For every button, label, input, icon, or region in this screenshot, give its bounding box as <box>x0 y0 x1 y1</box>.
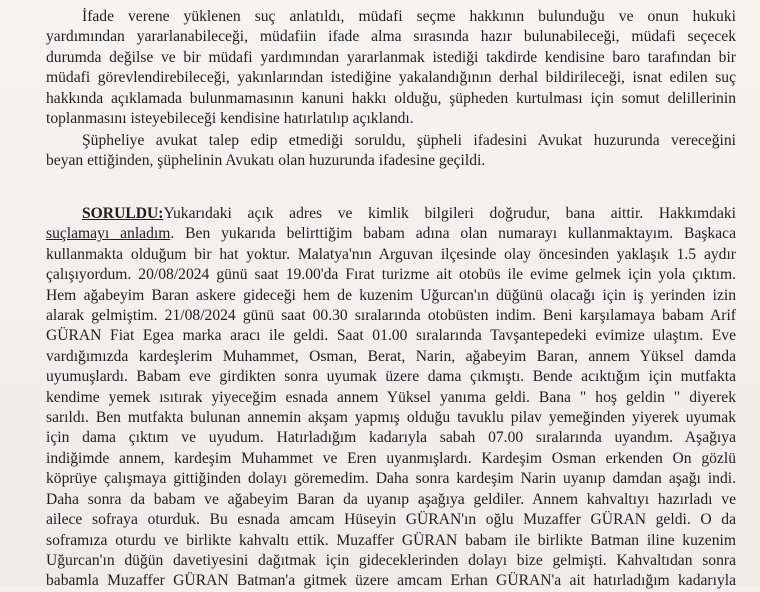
text-line: babamla Muzaffer GÜRAN Batman'a gitmek üzere amcam Erhan GÜRAN'a ait hatırladığım kadarıyla <box>46 572 736 590</box>
statement-text: . Ben yukarıda belirttiğim babam adına olan numarayı kullanmaktayım. Başkaca <box>170 225 736 243</box>
statement-label: SORULDU: <box>82 205 164 222</box>
text-line: Uğurcan'ın düğün davetiyesini dağıtmak için gideceklerinden dolayı bize gelmişti. Kahvaltıdan sonra <box>46 551 736 569</box>
text-line: İfade verene yüklenen suç anlatıldı, müdafi seçme hakkının bulunduğu ve onun hukuki <box>82 8 736 25</box>
text-line: beyan ettiğinden, şüphelinin Avukatı olan huzurunda ifadesine geçildi. <box>46 152 486 170</box>
statement-paragraph <box>46 204 736 592</box>
text-line: Daha sonra da babam ve ağabeyim Baran da uyanıp aşağıya geldiler. Annem kahvaltıyı hazırladı ve <box>46 490 736 508</box>
text-line: kullanmakta olduğum bir hat yoktur. Malatya'nın Arguvan ilçesinde olay öncesinden yaklaşık 1.5 aydır <box>46 245 736 263</box>
underlined-phrase: suçlamayı anladım <box>46 225 171 243</box>
text-line: köprüye çalışmaya gittiğinden dolayı göremedim. Daha sonra kardeşim Narin uyanıp damdan aşağı indi. <box>46 470 736 488</box>
text-line <box>46 204 736 224</box>
text-line: toplanmasını isteyebileceği kendisine hatırlatılıp açıklandı. <box>46 110 414 128</box>
text-line: vardığımızda kardeşlerim Muhammet, Osman, Berat, Narin, ağabeyim Baran, annem Yüksel damda <box>46 347 736 365</box>
text-line: çalışıyordum. 20/08/2024 günü saat 19.00'da Fırat turizme ait otobüs ile evime gelmek için yola çıktım. <box>46 266 736 284</box>
text-line: Şüpheliye avukat talep edip etmediği soruldu, şüpheli ifadesini Avukat huzurunda vereceğini <box>82 132 736 149</box>
text-line: ailece sofraya oturduk. Bu esnada amcam Hüseyin GÜRAN'ın oğlu Muzaffer GÜRAN geldi. O da <box>46 511 736 529</box>
text-line: hakkında açıklamada bulunmamasının kanuni hakkı olduğu, şüpheden kurtulması için somut delillerinin <box>46 89 736 107</box>
text-line: kendime yemek ısıtırak yiyeceğim esnada annem Yüksel yanıma geldi. Bana " hoş geldin " diyerek <box>46 388 736 406</box>
statement-text: Yukarıdaki açık adres ve kimlik bilgileri doğrudur, bana aittir. Hakkımdaki <box>163 205 736 222</box>
text-line: için dama çıktım ve uyudum. Hatırladığım kadarıyla sabah 07.00 sıralarında uyandım. Aşağıya <box>46 429 736 447</box>
text-line: indiğimde annem, kardeşim Muhammet ve Eren uyanmışlardı. Kardeşim Osman erkenden On gözlü <box>46 449 736 467</box>
lawyer-paragraph <box>46 131 736 172</box>
text-line: uyumuşlardı. Babam eve girdikten sonra uyumak üzere dama çıkmıştı. Bende acıktığım için mutfakta <box>46 368 736 386</box>
text-line: sarıldı. Ben mutfakta bulunan annemin akşam yapmış olduğu tavuklu pilav yemeğinden yiyerek uyumak <box>46 409 736 427</box>
text-line: yardımından yararlanabileceği, müdafiin ifade alma sırasında hazır bulunabileceği, müdafi seçecek <box>46 28 736 46</box>
text-line: müdafi görevlendirebileceği, yakınlarından istediğine yakalandığının derhal bildirileceği, isnat edilen suç <box>46 69 736 87</box>
text-line: GÜRAN Fiat Egea marka aracı ile geldi. Saat 01.00 sıralarında Tavşantepedeki evimize ulaştım. Eve <box>46 327 736 345</box>
text-line: soframıza oturdu ve birlikte kahvaltı ettik. Muzaffer GÜRAN babam ile birlikte Batman iline kuzenim <box>46 531 736 549</box>
text-line <box>46 224 736 244</box>
text-line: alarak gelmiştim. 21/08/2024 günü saat 00.30 sıralarında otobüsten indim. Beni karşılamaya babam Arif <box>46 307 736 325</box>
text-line: Hem ağabeyim Baran askere gideceği hem de kuzenim Uğurcan'ın düğünü olacağı için iş yerinden izin <box>46 286 736 304</box>
rights-paragraph <box>46 7 736 129</box>
text-line: durumda değilse ve bir müdafi yardımından yararlanmak istediği takdirde kendisine baro tarafından bir <box>46 48 736 66</box>
